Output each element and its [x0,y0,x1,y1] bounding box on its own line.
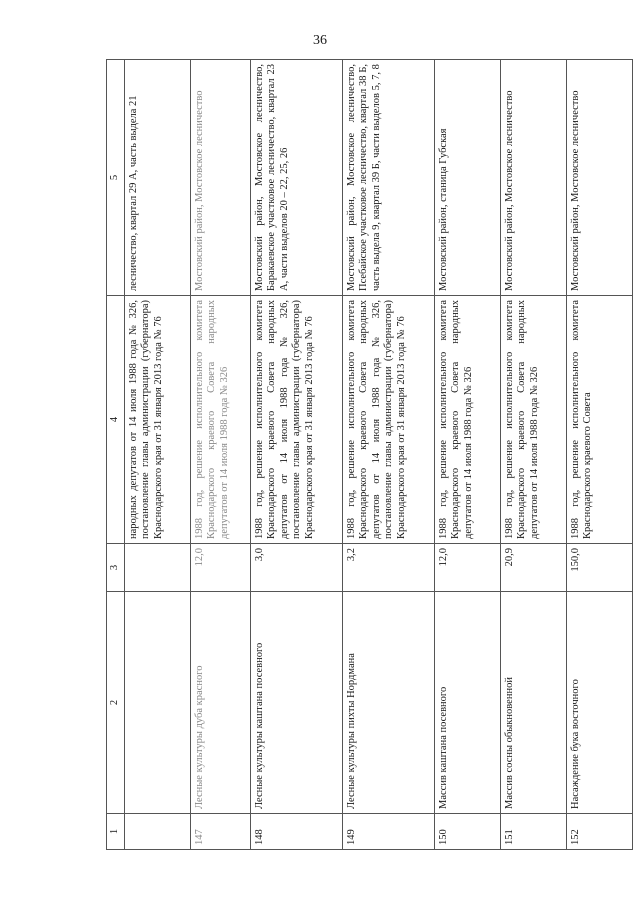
cell-area: 150,0 [567,544,633,592]
table-row-147 [191,60,251,850]
cell-area: 3,2 [343,544,435,592]
cell-area: 12,0 [191,544,251,592]
header-col-5: 5 [107,60,125,296]
page-number: 36 [313,33,327,48]
cell-location: Мостовский район, Мостовское лесничество, Баракаевское участковое лесничество, квартал 23 А, части выделов 20 – 22, 25, 26 [251,60,343,296]
cell-name: Массив сосны обыкновенной [501,592,567,814]
cell-area: 12,0 [435,544,501,592]
cell-location: Мостовский район, Мостовское лесничество [567,60,633,296]
cell-name: Массив каштана посевного [435,592,501,814]
cell-name: Лесные культуры дуба красного [191,592,251,814]
table-row-150 [435,60,501,850]
cell-num: 151 [501,814,567,850]
protected-areas-table [106,59,633,850]
header-col-3: 3 [107,544,125,592]
cell-basis: 1988 год, решение исполнительного комитета Краснодарского краевого Совета [567,296,633,544]
rotated-table [106,60,628,850]
cell-location: Мостовский район, станица Губская [435,60,501,296]
cell-area [125,544,191,592]
cell-basis: 1988 год, решение исполнительного комитета Краснодарского краевого Совета народных депутатов от 14 июля 1988 года № 326, постановление главы администрации (губернатора) Краснодарского края от 31 января 2013 года № 76 [343,296,435,544]
table-row-152 [567,60,633,850]
header-col-1: 1 [107,814,125,850]
cell-num: 149 [343,814,435,850]
table-row-continuation [125,60,191,850]
header-col-4: 4 [107,296,125,544]
cell-num: 152 [567,814,633,850]
cell-name: Насаждение бука восточного [567,592,633,814]
cell-basis: 1988 год, решение исполнительного комитета Краснодарского краевого Совета народных депутатов от 14 июля 1988 года № 326, постановление главы администрации (губернатора) Краснодарского края от 31 января 2013 года № 76 [251,296,343,544]
cell-basis: 1988 год, решение исполнительного комитета Краснодарского краевого Совета народных депутатов от 14 июля 1988 года № 326 [501,296,567,544]
cell-location: Мостовский район, Мостовское лесничество [191,60,251,296]
table-header-row [107,60,125,850]
cell-area: 20,9 [501,544,567,592]
table-row-149 [343,60,435,850]
cell-location: Мостовский район, Мостовское лесничество [501,60,567,296]
cell-location: Мостовский район, Мостовское лесничество, Псебайское участковое лесничество, квартал 38 Б, часть выдела 9, квартал 39 Б, части выделов 5, 7, 8 [343,60,435,296]
cell-area: 3,0 [251,544,343,592]
cell-location: лесничество, квартал 29 А, часть выдела 21 [125,60,191,296]
table-row-148 [251,60,343,850]
cell-num: 147 [191,814,251,850]
table-row-151 [501,60,567,850]
header-col-2: 2 [107,592,125,814]
cell-num: 150 [435,814,501,850]
cell-name [125,592,191,814]
cell-name: Лесные культуры каштана посевного [251,592,343,814]
cell-basis: народных депутатов от 14 июля 1988 года № 326, постановление главы администрации (губернатора) Краснодарского края от 31 января 2013 года № 76 [125,296,191,544]
cell-name: Лесные культуры пихты Нордмана [343,592,435,814]
cell-num: 148 [251,814,343,850]
cell-num [125,814,191,850]
cell-basis: 1988 год, решение исполнительного комитета Краснодарского краевого Совета народных депутатов от 14 июля 1988 года № 326 [191,296,251,544]
cell-basis: 1988 год, решение исполнительного комитета Краснодарского краевого Совета народных депутатов от 14 июля 1988 года № 326 [435,296,501,544]
